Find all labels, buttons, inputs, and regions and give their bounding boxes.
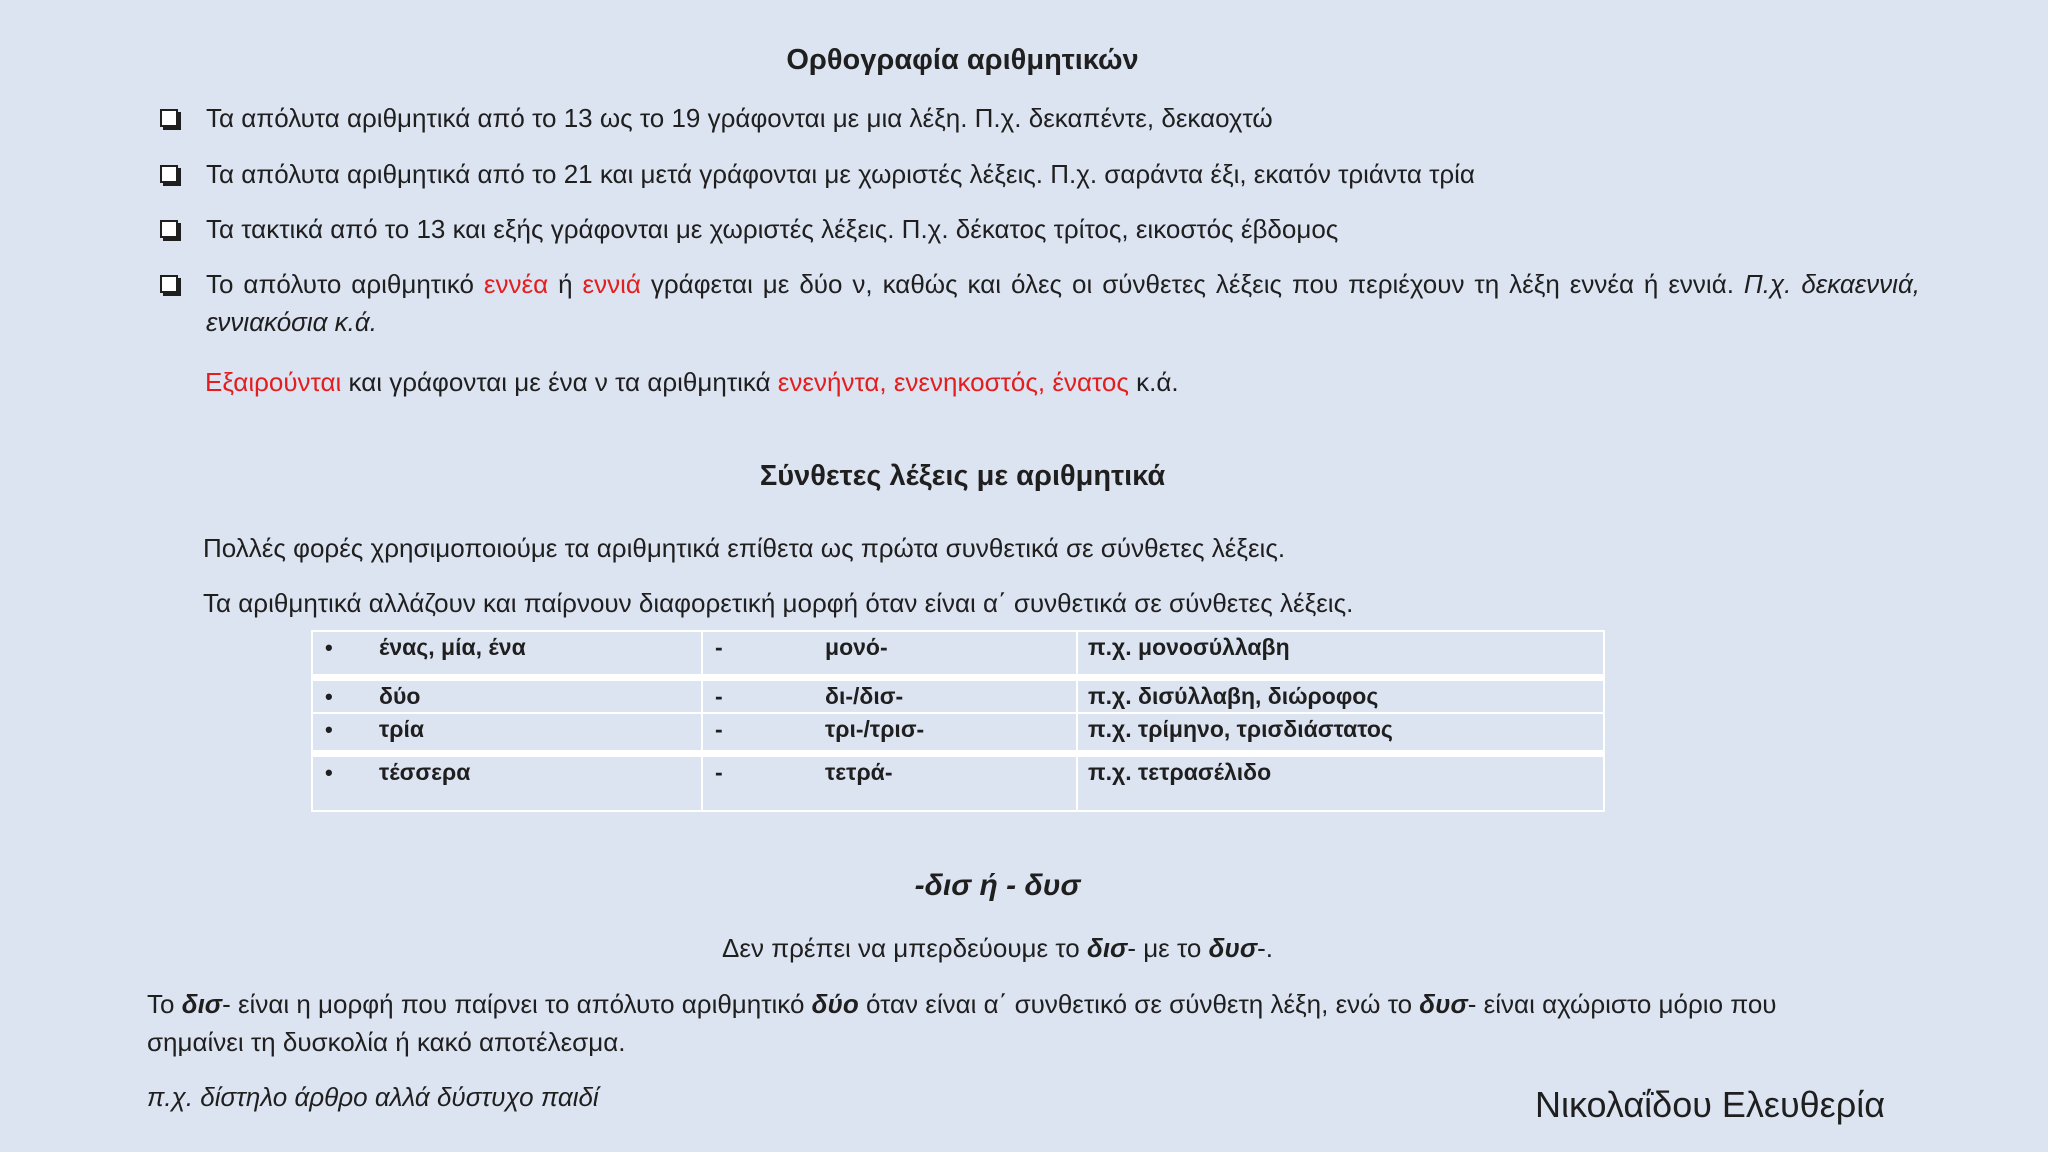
paragraph: Πολλές φορές χρησιμοποιούμε τα αριθμητικά επίθετα ως πρώτα συνθετικά σε σύνθετες λέξεις. <box>203 533 1286 563</box>
table-row: • τέσσερα - τετρά- π.χ. τετρασέλιδο <box>311 752 1605 812</box>
section-title: -δισ ή - δυσ <box>914 869 1081 902</box>
rule-item <box>160 265 1920 345</box>
rule-item <box>160 99 1920 139</box>
example-text: Π.χ. δεκαεννιά, εννιακόσια κ.ά. <box>206 269 1920 337</box>
checkbox-bullet-icon <box>160 109 178 127</box>
paragraph: Δεν πρέπει να μπερδεύουμε το δισ- με το δυσ-. <box>722 933 1273 963</box>
rule-text: Τα απόλυτα αριθμητικά από το 21 και μετά γράφονται με χωριστές λέξεις. Π.χ. σαράντα έξι, εκατόν τριάντα τρία <box>206 159 1475 189</box>
rule-item <box>160 155 1920 195</box>
numeral-forms-table <box>311 630 1605 812</box>
rule-text: Τα απόλυτα αριθμητικά από το 13 ως το 19 γράφονται με μια λέξη. Π.χ. δεκαπέντε, δεκαοχτώ <box>206 103 1273 133</box>
highlight-word: εννιά <box>582 269 641 299</box>
paragraph: Τα αριθμητικά αλλάζουν και παίρνουν διαφορετική μορφή όταν είναι α΄ συνθετικά σε σύνθετες λέξεις. <box>203 588 1354 618</box>
table-row: • ένας, μία, ένα - μονό- π.χ. μονοσύλλαβη <box>311 630 1605 676</box>
author-signature: Νικολαΐδου Ελευθερία <box>1535 1084 1886 1125</box>
checkbox-bullet-icon <box>160 165 178 183</box>
paragraph: Το δισ- είναι η μορφή που παίρνει το απόλυτο αριθμητικό δύο όταν είναι α΄ συνθετικό σε σύνθετη λέξη, ενώ το δυσ- είναι αχώριστο μόριο που σημαίνει τη δυσκολία ή κακό αποτέλεσμα. <box>147 989 1777 1057</box>
table-row: • δύο - δι-/δισ- π.χ. δισύλλαβη, διώροφος <box>311 676 1605 714</box>
example-line: π.χ. δίστηλο άρθρο αλλά δύστυχο παιδί <box>147 1082 599 1112</box>
rule-text: Το απόλυτο αριθμητικό εννέα ή εννιά γράφεται με δύο ν, καθώς και όλες οι σύνθετες λέξεις που περιέχουν τη λέξη εννέα ή εννιά. Π.χ. δεκαεννιά, εννιακόσια κ.ά. <box>206 269 1920 337</box>
rule-text: Τα τακτικά από το 13 και εξής γράφονται με χωριστές λέξεις. Π.χ. δέκατος τρίτος, εικοστός έβδομος <box>206 214 1339 244</box>
exception-note: Εξαιρούνται και γράφονται με ένα ν τα αριθμητικά ενενήντα, ενενηκοστός, ένατος κ.ά. <box>205 367 1179 397</box>
highlight-word: εννέα <box>483 269 549 299</box>
table-row: • τρία - τρι-/τρισ- π.χ. τρίμηνο, τρισδιάστατος <box>311 714 1605 752</box>
page-title: Ορθογραφία αριθμητικών <box>786 44 1139 76</box>
checkbox-bullet-icon <box>160 220 178 238</box>
rule-item <box>160 210 1920 250</box>
section-title: Σύνθετες λέξεις με αριθμητικά <box>759 460 1166 492</box>
checkbox-bullet-icon <box>160 275 178 293</box>
